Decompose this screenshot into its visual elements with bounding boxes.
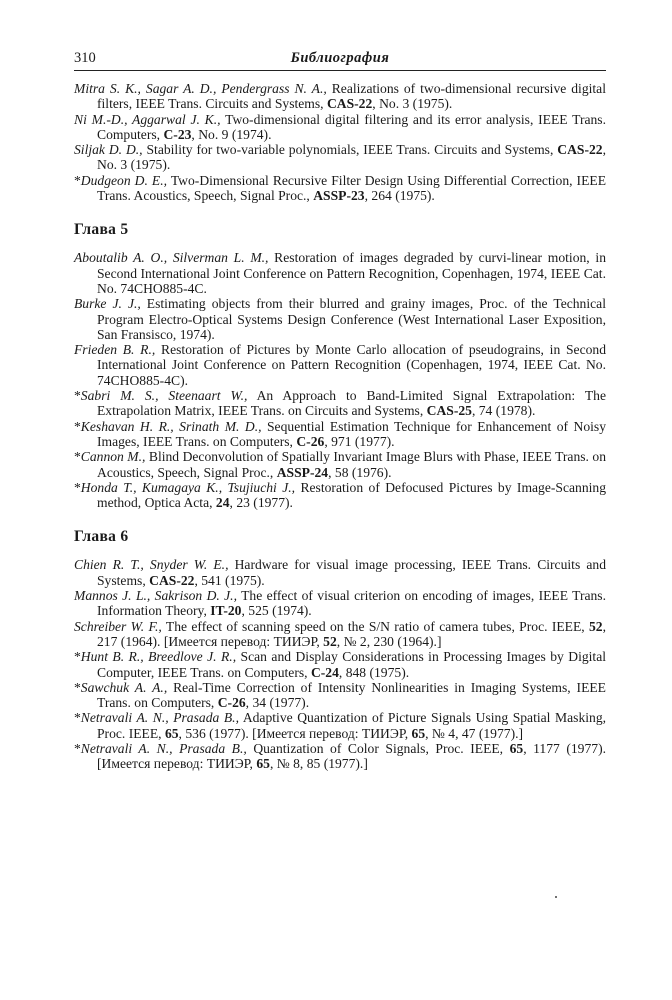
new-reference-asterisk: * xyxy=(74,679,81,695)
reference-text: , 58 (1976). xyxy=(328,464,392,480)
reference-entry xyxy=(74,81,606,112)
new-reference-asterisk: * xyxy=(74,479,81,495)
reference-authors: Hunt B. R., Breedlove J. R., xyxy=(80,649,237,665)
reference-volume: 65 xyxy=(411,725,426,741)
new-reference-asterisk: * xyxy=(74,449,81,465)
new-reference-asterisk: * xyxy=(74,172,81,188)
chapter-5-references xyxy=(74,250,606,510)
reference-volume: 65 xyxy=(509,740,524,756)
reference-volume: C-24 xyxy=(310,664,339,680)
reference-text: Restoration of images degraded by curvi-linear motion, in Second International Joint Conference on Pattern Recognition, Copenhagen, 1974, IEEE Cat. No. 74CHO885-4C. xyxy=(97,250,606,296)
reference-authors: Keshavan H. R., Srinath M. D., xyxy=(80,418,262,434)
reference-entry xyxy=(74,449,606,480)
reference-entry xyxy=(74,388,606,419)
reference-authors: Ni M.-D., Aggarwal J. K., xyxy=(74,111,221,127)
reference-authors: Netravali A. N., Prasada B., xyxy=(80,710,239,726)
reference-entry xyxy=(74,112,606,143)
reference-text: , No. 9 (1974). xyxy=(191,126,272,142)
reference-text: , 525 (1974). xyxy=(241,603,312,619)
reference-volume: ASSP-24 xyxy=(276,464,329,480)
reference-text: , 264 (1975). xyxy=(364,188,435,204)
reference-volume: C-26 xyxy=(296,433,325,449)
reference-text: , 74 (1978). xyxy=(471,403,536,419)
reference-text: , № 8, 85 (1977).] xyxy=(269,756,368,772)
reference-entry xyxy=(74,419,606,450)
reference-volume: ASSP-23 xyxy=(313,188,365,204)
new-reference-asterisk: * xyxy=(74,418,81,434)
reference-entry xyxy=(74,480,606,511)
reference-text: Quantization of Color Signals, Proc. IEEE, xyxy=(246,740,510,756)
new-reference-asterisk: * xyxy=(74,710,81,726)
reference-volume: CAS-22 xyxy=(557,142,603,158)
print-speck xyxy=(555,896,557,898)
reference-entry xyxy=(74,710,606,741)
reference-volume: CAS-22 xyxy=(326,96,373,112)
reference-text: , 536 (1977). [Имеется перевод: ТИИЭР, xyxy=(178,725,412,741)
reference-volume: 52 xyxy=(589,618,603,634)
reference-entry xyxy=(74,342,606,388)
reference-text: Two-Dimensional Recursive Filter Design Using Differential Correction, IEEE Trans. Acoustics, Speech, Signal Proc., xyxy=(97,172,606,204)
reference-authors: Mitra S. K., Sagar A. D., Pendergrass N. A., xyxy=(74,81,327,96)
chapter-5-heading: Глава 5 xyxy=(74,221,129,239)
reference-list-continued xyxy=(74,81,606,203)
reference-entry xyxy=(74,557,606,588)
reference-text: Adaptive Quantization of Picture Signals Using Spatial Masking, Proc. IEEE, xyxy=(97,710,607,741)
reference-text: Scan and Display Considerations in Processing Images by Digital Computer, IEEE Trans. on Computers, xyxy=(97,649,607,680)
reference-text: , 848 (1975). xyxy=(338,664,410,680)
reference-volume: 52 xyxy=(323,633,337,649)
reference-text: , 34 (1977). xyxy=(245,695,310,711)
reference-text: , 1177 (1977). [Имеется перевод: ТИИЭР, xyxy=(97,740,606,772)
reference-text: Blind Deconvolution of Spatially Invariant Image Blurs with Phase, IEEE Trans. on Acoustics, Speech, Signal Proc., xyxy=(97,449,606,480)
chapter-6-references xyxy=(74,557,606,771)
new-reference-asterisk: * xyxy=(74,388,81,404)
new-reference-asterisk: * xyxy=(74,740,81,756)
reference-authors: Honda T., Kumagaya K., Tsujiuchi J., xyxy=(80,479,296,495)
reference-entry xyxy=(74,173,606,204)
reference-text: Restoration of Pictures by Monte Carlo allocation of pseudograins, in Second International Joint Conference on Pattern Recognition (Copenhagen, 1974, IEEE Cat. No. 74CHO885-4C). xyxy=(97,342,606,388)
reference-volume: CAS-22 xyxy=(149,572,195,588)
book-page xyxy=(74,48,606,772)
reference-text: , No. 3 (1975). xyxy=(97,142,606,173)
reference-entry xyxy=(74,250,606,296)
reference-entry xyxy=(74,142,606,173)
reference-entry xyxy=(74,649,606,680)
reference-authors: Netravali A. N., Prasada B., xyxy=(80,740,247,756)
chapter-5-section xyxy=(74,221,606,510)
running-title: Библиография xyxy=(290,50,390,66)
reference-text: Two-dimensional digital filtering and its error analysis, IEEE Trans. Computers, xyxy=(97,111,606,142)
reference-text: Realizations of two-dimensional recursive digital filters, IEEE Trans. Circuits and Systems, xyxy=(97,81,606,112)
chapter-6-section xyxy=(74,528,606,771)
reference-entry xyxy=(74,619,606,650)
reference-volume: CAS-25 xyxy=(426,403,472,419)
reference-text: , 23 (1977). xyxy=(229,495,293,511)
reference-authors: Dudgeon D. E., xyxy=(80,172,168,188)
reference-text: , 971 (1977). xyxy=(324,433,395,449)
reference-authors: Burke J. J., xyxy=(74,296,141,312)
chapter-6-heading: Глава 6 xyxy=(74,528,129,546)
reference-authors: Siljak D. D., xyxy=(74,142,143,158)
reference-text: , № 4, 47 (1977).] xyxy=(425,725,524,741)
new-reference-asterisk: * xyxy=(74,649,81,665)
reference-authors: Schreiber W. F., xyxy=(74,618,162,634)
reference-authors: Chien R. T., Snyder W. E., xyxy=(74,557,229,573)
reference-entry xyxy=(74,588,606,619)
reference-authors: Sawchuk A. A., xyxy=(80,679,168,695)
reference-text: Sequential Estimation Technique for Enhancement of Noisy Images, IEEE Trans. on Computers, xyxy=(97,418,606,449)
reference-text: , No. 3 (1975). xyxy=(372,96,453,112)
reference-entry xyxy=(74,741,606,772)
reference-entry xyxy=(74,680,606,711)
reference-volume: 65 xyxy=(256,756,270,772)
reference-text: , 217 (1964). [Имеется перевод: ТИИЭР, xyxy=(97,618,606,649)
reference-authors: Mannos J. L., Sakrison D. J., xyxy=(74,588,237,604)
reference-text: The effect of scanning speed on the S/N ratio of camera tubes, Proc. IEEE, xyxy=(161,618,589,634)
reference-authors: Aboutalib A. O., Silverman L. M., xyxy=(74,250,269,266)
page-header xyxy=(74,48,606,71)
reference-volume: 65 xyxy=(164,725,179,741)
reference-text: Restoration of Defocused Pictures by Image-Scanning method, Optica Acta, xyxy=(97,479,607,511)
reference-text: Stability for two-variable polynomials, IEEE Trans. Circuits and Systems, xyxy=(142,142,558,158)
reference-volume: 24 xyxy=(215,495,230,511)
reference-authors: Cannon M., xyxy=(80,449,146,465)
reference-text: Estimating objects from their blurred and grainy images, Proc. of the Technical Program Electro-Optical Systems Design Conference (West International Laser Exposition, San Fransisco, 1974). xyxy=(97,296,606,342)
reference-authors: Frieden B. R., xyxy=(74,342,156,358)
reference-text: The effect of visual criterion on encoding of images, IEEE Trans. Information Theory, xyxy=(97,588,606,619)
reference-authors: Sabri M. S., Steenaart W., xyxy=(80,388,248,404)
reference-volume: C-23 xyxy=(163,126,192,142)
reference-text: , № 2, 230 (1964).] xyxy=(336,633,442,649)
reference-text: Hardware for visual image processing, IEEE Trans. Circuits and Systems, xyxy=(97,557,606,588)
reference-text: Real-Time Correction of Intensity Nonlinearities in Imaging Systems, IEEE Trans. on Computers, xyxy=(97,679,606,711)
reference-volume: IT-20 xyxy=(210,603,242,619)
reference-text: , 541 (1975). xyxy=(194,572,265,588)
reference-text: An Approach to Band-Limited Signal Extrapolation: The Extrapolation Matrix, IEEE Trans. on Circuits and Systems, xyxy=(97,388,607,419)
page-number: 310 xyxy=(74,50,96,66)
reference-volume: C-26 xyxy=(217,695,246,711)
reference-entry xyxy=(74,296,606,342)
